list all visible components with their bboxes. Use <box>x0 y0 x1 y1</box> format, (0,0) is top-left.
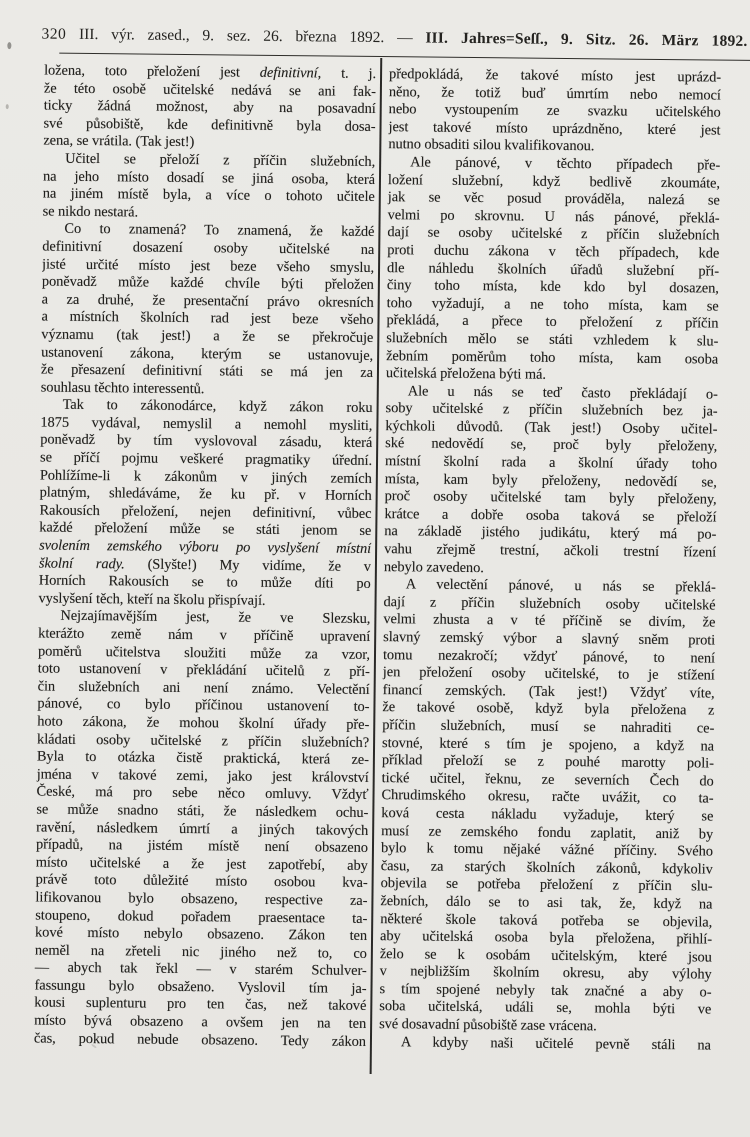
text-line: s tím spojené nebyly tak značné a aby o- <box>379 980 712 1001</box>
text-line: vyslyšení těch, kteří na školu přispívají. <box>38 590 266 609</box>
text-line: poměrů učitelstva sloužiti může za vzor, <box>37 643 371 663</box>
text-line: se může snadno státi, že následkem ochu- <box>36 801 369 821</box>
text-line: ustanovení zákona, kterým se ustanovuje, <box>41 343 374 364</box>
text-line: definitivní dosazení osoby učitelské na <box>42 238 375 258</box>
right-column <box>379 66 721 1055</box>
text-line: jména v takové zemi, jako jest království <box>36 766 369 786</box>
text-line: soby učitelské z příčin služebních bez ja- <box>385 400 718 420</box>
text-line: případů, na jistém místě není obsazeno <box>35 836 369 857</box>
text-line: své působiště, kde definitivně byla dosa- <box>43 115 376 135</box>
text-line: želo se k osobám učitelským, které jsou <box>379 945 712 966</box>
text-line: a za druhé, že presentační právo okresních <box>41 291 374 311</box>
text-line: krátce a dobře osoba taková se přeloží <box>384 505 717 526</box>
text-line: — abych tak řekl — v starém Schulver- <box>34 959 367 980</box>
text-line: dají se osoby učitelské z příčin služebních <box>387 224 720 244</box>
text-line: něno, že totiž buď úmrtím nebo nemocí <box>388 83 721 104</box>
text-line: Ale u nás se teď často překládají o- <box>407 383 718 403</box>
text-line: činy toho místa, kde kdo byl dosazen, <box>386 277 719 297</box>
page-number: 320 <box>41 25 67 43</box>
text-line: neměl na zřeteli nic jiného než to, co <box>34 942 367 962</box>
text-line: a místních školních rad jest beze všeho <box>41 308 374 329</box>
text-line: financí zemských. (Tak jest!) Vždyť víte, <box>382 681 715 702</box>
text-line: souhlasu těchto interessentů. <box>40 379 205 397</box>
text-line: poněvadž by tím vyslovoval zásadu, která <box>40 431 373 452</box>
text-line: právě toto důležité místo osobou kva- <box>35 871 368 892</box>
text-line: že této osobě učitelské nedává se ani fak- <box>43 80 376 100</box>
text-line: nebylo zavedeno. <box>383 558 484 576</box>
text-line: objevila se potřeba přeložení z příčin slu- <box>380 875 713 895</box>
scan-artifact <box>6 104 9 109</box>
text-line: poněvadž může každé chvíle býti přeložen <box>41 273 374 294</box>
text-line: místo učitelské a že jest zapotřebí, aby <box>35 854 368 874</box>
text-line: že přesazení definitivní státi se má jen za <box>40 361 374 382</box>
text-line: překládá, a přece to přeložení z příčin <box>386 312 719 332</box>
text-line: významu (tak jest!) a že se překročuje <box>41 326 374 346</box>
text-line: slavný zemský výbor a slavný sněm proti <box>383 629 716 649</box>
text-line: hoto zákona, že mohou školní úřady pře- <box>37 713 370 733</box>
text-line: nutno obsaditi silou kvalifikovanou. <box>388 136 595 155</box>
text-line: velmi zhusta a v té příčině se divím, že <box>383 611 716 631</box>
text-line: pánové, co bylo příčinou ustanovení to- <box>37 695 370 716</box>
text-line: služebních mělo se státi vzhledem k slu- <box>386 330 719 350</box>
text-line: předpokládá, že takové místo jest uprázd- <box>389 66 722 86</box>
text-line: dají z příčin služebních osoby učitelské <box>383 593 716 614</box>
text-line: nebo vystoupením ze svazku učitelského <box>388 101 721 121</box>
text-line: fassungu bylo obsaženo. Vyslovil tím ja- <box>34 977 367 997</box>
text-line: na jiném místě byla, a více o tohoto učitele <box>42 185 375 206</box>
text-line: velmi po skrovnu. U nás pánové, překlá- <box>387 206 720 227</box>
text-line: školní rady. (Slyšte!) My vidíme, že v <box>38 555 372 575</box>
text-line: jest takové místo uprázdněno, které jest <box>388 118 721 139</box>
text-line: čas, pokud nebude obsazeno. Tedy zákon <box>33 1030 367 1050</box>
text-line: ravění, následkem úmrtí a jiných takových <box>36 818 369 839</box>
text-line: čin služebních ani není známo. Velectění <box>37 678 370 698</box>
text-line: Co to znamená? To znamená, že každé <box>64 221 375 241</box>
text-line: soba učitelská, událi se, mohla býti ve <box>379 998 712 1019</box>
page-header <box>41 24 747 51</box>
text-line: A velectění pánové, u nás se překlá- <box>405 576 716 596</box>
text-line: bylo k tomu nějaké vážné příčiny. Svého <box>380 840 714 860</box>
text-line: ková cesta nákladu vyžaduje, který se <box>381 805 714 825</box>
text-line: kládati osoby učitelské z příčin služebních? <box>37 731 370 751</box>
header-title-czech: III. výr. zased., 9. sez. 26. března 1892. <box>78 25 385 47</box>
text-line: Nejzajímavějším jest, že ve Slezsku, <box>60 608 371 628</box>
text-line: že takové osobě, když byla přeložena z <box>382 699 715 719</box>
left-column <box>34 63 376 1052</box>
text-line: času, za starých školních zákonů, kdykoliv <box>380 857 713 878</box>
text-line: stovné, které s tím je spojeno, a když na <box>382 734 715 755</box>
text-line: jen přeložení osoby učitelské, to je stížení <box>382 664 715 684</box>
text-line: vahu zřejmě trestní, ačkoli trestní řízení <box>384 541 717 561</box>
text-line: toto ustanovení v překládání učitelů z pří- <box>37 660 370 681</box>
text-line: ticky žádná možnost, aby na posavadní <box>43 97 376 118</box>
header-title-german: III. Jahres=Seſſ., 9. Sitz. 26. März 1892. <box>425 29 748 50</box>
text-line: ložena, toto přeložení jest definitivní, t. j. <box>44 62 377 82</box>
text-line: 1875 vydával, nemyslil a nemohl mysliti, <box>40 414 373 434</box>
text-line: Byla to otázka čistě praktická, která ze- <box>36 748 369 769</box>
text-line: Tak to zákonodárce, když zákon roku <box>62 397 373 417</box>
text-line: své dosavadní působiště zase vrácena. <box>379 1016 597 1035</box>
text-line: zena, se vrátila. (Tak jest!) <box>43 132 195 151</box>
text-line: místní školní rada a školní úřady toho <box>384 453 718 473</box>
text-line: tomu nezakročí; vždyť pánové, to není <box>382 646 716 667</box>
text-line: žebním poměrům toho místa, kam osoba <box>386 347 719 368</box>
text-line: kousi suplenturu pro ten čas, než takové <box>34 994 367 1015</box>
text-line: Chrudimského okresu, račte uvážit, co ta- <box>381 787 714 807</box>
text-line: České, má pro sebe něco omluvy. Vždyť <box>36 783 369 804</box>
text-line: jak se věc posud prováděla, nalezá se <box>387 189 720 209</box>
text-line: na základě jistého judikátu, který má po- <box>384 523 717 544</box>
text-line: toho vyžadují, a ne toho místa, kam se <box>386 294 719 315</box>
text-line: Horních Rakousích se to může díti po <box>38 572 371 593</box>
text-line: některé škole taková potřeba se objevila, <box>380 910 713 931</box>
text-line: A kdyby naši učitelé pevně stáli na <box>400 1033 712 1054</box>
header-rule <box>59 53 750 61</box>
text-line: aby učitelská osoba byla přeložena, přihlí- <box>379 928 713 948</box>
text-line: žebních, dálo se to asi tak, že, když na <box>380 892 713 913</box>
text-line: příklad přeloží se z pouhé marotty poli- <box>381 752 714 772</box>
text-line: kové místo nebylo obsazeno. Zákon ten <box>34 924 368 945</box>
text-line: kterážto země nám v příčině upravení <box>38 625 371 645</box>
text-line: každé přeložení může se státi jenom se <box>39 519 372 540</box>
text-line: místo bývá obsazeno a ovšem jen na ten <box>34 1012 367 1032</box>
text-line: proti duchu zákona v těch případech, kde <box>387 242 720 262</box>
text-line: ské nedovědí se, proč byly přeloženy, <box>385 435 718 456</box>
text-line: lifikovanou bylo obsazeno, respective za- <box>35 889 368 909</box>
text-line: příčin služebních, musí se nahraditi ce- <box>382 717 715 737</box>
text-columns <box>5 62 750 1054</box>
text-line: platným, shledáváme, že ku př. v Horních <box>39 484 372 505</box>
text-line: svolením zemského výboru po vyslyšení místní <box>39 537 372 557</box>
header-separator: — <box>397 29 413 47</box>
text-line: na jeho místo dosadí se jiná osoba, která <box>42 168 376 188</box>
text-line: v nejbližším školním okresu, aby výlohy <box>379 963 712 983</box>
text-line: kýchkoli důvodů. (Tak jest!) Osoby učitel- <box>385 417 718 438</box>
text-line: ložení služební, když bedlivě zkoumáte, <box>387 171 721 192</box>
text-line: Učitel se přeloží z příčin služebních, <box>65 150 376 170</box>
text-line: stoupeno, dokud pořadem praesentace ta- <box>35 906 368 927</box>
text-line: musí ze zemského fondu zaplatit, aniž by <box>381 822 714 843</box>
text-line: Rakousích přeložení, nejen definitivní, vůbec <box>39 502 372 522</box>
text-line: místa, kam byly přeloženy, nedovědí se, <box>384 470 717 491</box>
text-line: učitelská přeložena býti má. <box>385 365 547 383</box>
text-line: jisté určité místo jest beze všeho smyslu, <box>41 256 375 276</box>
text-line: dle náhledu školních úřadů služební pří- <box>386 259 720 280</box>
text-line: tické učitel, řeknu, ze severních Čech do <box>381 769 714 790</box>
text-line: se příčí pojmu veškeré pragmatiky úřední. <box>39 449 373 470</box>
text-line: se nikdo nestará. <box>42 203 139 221</box>
text-line: proč osoby učitelské tam byly přeloženy, <box>384 488 717 508</box>
scan-artifact <box>7 42 11 49</box>
text-line: Ale pánové, v těchto případech pře- <box>410 154 721 174</box>
text-line: Pohlížíme-li k zákonům v jiných zemích <box>39 467 372 487</box>
